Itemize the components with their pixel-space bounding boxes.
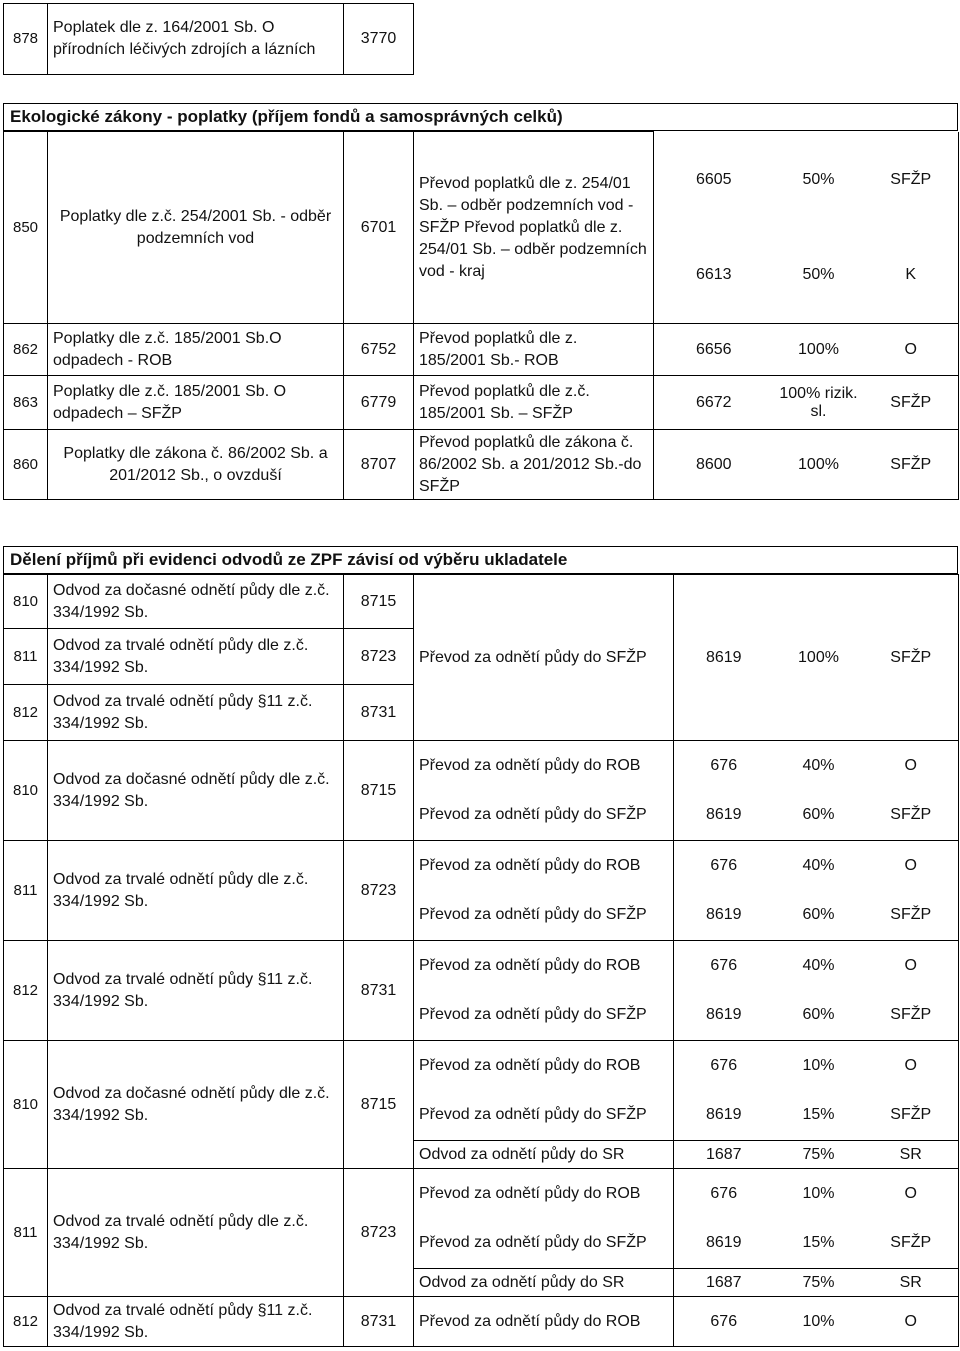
table-row	[4, 132, 959, 228]
line-dest: O	[864, 1169, 959, 1219]
split-pct: 50%	[802, 170, 835, 188]
split-acct: 6605	[695, 170, 732, 188]
split-pct: 100%	[774, 324, 864, 376]
row-id: 812	[4, 685, 48, 741]
row-id: 860	[4, 430, 48, 500]
split-dest: SFŽP	[864, 132, 959, 228]
row-id: 810	[4, 575, 48, 629]
row-text: Odvod za dočasné odnětí půdy dle z.č. 334/1992 Sb.	[48, 1041, 344, 1169]
line-dest: SFŽP	[864, 1219, 959, 1269]
row-code: 8731	[344, 941, 414, 1041]
row-code: 8731	[344, 685, 414, 741]
row-id: 878	[4, 4, 48, 75]
line-pct: 15%	[802, 1234, 835, 1252]
split-pct: 100%	[774, 575, 864, 741]
row-code: 8715	[344, 741, 414, 841]
line-pct: 10%	[774, 1041, 864, 1091]
table-row	[4, 376, 959, 430]
line-acct: 1687	[674, 1141, 774, 1169]
line-pct: 15%	[802, 1106, 835, 1124]
row-text: Odvod za trvalé odnětí půdy dle z.č. 334/1992 Sb.	[48, 841, 344, 941]
row-id: 812	[4, 941, 48, 1041]
split-dest: SFŽP	[864, 575, 959, 741]
line-acct: 1687	[674, 1269, 774, 1297]
split-pct: 100%	[774, 430, 864, 500]
split-dest: SFŽP	[864, 376, 959, 430]
row-id: 811	[4, 841, 48, 941]
table-row	[4, 430, 959, 500]
section1-title: Ekologické zákony - poplatky (příjem fondů a samosprávných celků)	[3, 103, 958, 131]
line-dest: O	[864, 841, 959, 891]
row-text: Poplatky dle z.č. 185/2001 Sb.O odpadech - ROB	[48, 324, 344, 376]
row-transfer: Převod poplatků dle z.č. 185/2001 Sb. – SFŽP	[414, 376, 654, 430]
split-pct: 50%	[802, 266, 835, 284]
line-pct: 40%	[774, 941, 864, 991]
line-acct: 676	[674, 1041, 774, 1091]
table-row	[4, 324, 959, 376]
row-code: 8723	[344, 629, 414, 685]
row-text: Poplatek dle z. 164/2001 Sb. O přírodních léčivých zdrojích a lázních	[48, 4, 344, 75]
row-id: 811	[4, 629, 48, 685]
table-row	[4, 841, 959, 891]
row-id: 862	[4, 324, 48, 376]
row-transfer: Převod poplatků dle z. 185/2001 Sb.- ROB	[414, 324, 654, 376]
row-id: 811	[4, 1169, 48, 1297]
line-transfer: Převod za odnětí půdy do ROB	[414, 841, 674, 891]
line-acct: 8619	[705, 1006, 742, 1024]
line-dest: O	[864, 941, 959, 991]
row-code: 6779	[344, 376, 414, 430]
line-transfer: Převod za odnětí půdy do ROB	[414, 1169, 674, 1219]
line-pct: 60%	[802, 1006, 835, 1024]
row-code: 8715	[344, 1041, 414, 1169]
row-code: 3770	[344, 4, 414, 75]
split-acct: 6656	[654, 324, 774, 376]
line-acct: 8619	[705, 806, 742, 824]
row-text: Poplatky dle z.č. 185/2001 Sb. O odpadech – SFŽP	[48, 376, 344, 430]
line-dest: SR	[864, 1269, 959, 1297]
line-acct: 8619	[705, 1234, 742, 1252]
row-id: 810	[4, 1041, 48, 1169]
row-id: 850	[4, 132, 48, 324]
line-acct: 8619	[705, 1106, 742, 1124]
split-dest: K	[864, 228, 959, 324]
line-pct: 10%	[802, 1184, 835, 1202]
line-transfer: Převod za odnětí půdy do ROB	[414, 1297, 674, 1347]
table-row	[4, 1297, 959, 1347]
row-text: Odvod za trvalé odnětí půdy dle z.č. 334/1992 Sb.	[48, 1169, 344, 1297]
split-acct: 8619	[674, 575, 774, 741]
line-dest: O	[864, 741, 959, 791]
line-transfer: Převod za odnětí půdy do SFŽP	[414, 991, 674, 1041]
line-acct: 676	[710, 1184, 738, 1202]
section2-table	[3, 574, 958, 1347]
line-dest: O	[864, 1297, 959, 1347]
row-text: Odvod za trvalé odnětí půdy §11 z.č. 334/1992 Sb.	[48, 1297, 344, 1347]
split-acct: 6672	[654, 376, 774, 430]
line-dest: SR	[864, 1141, 959, 1169]
row-text: Odvod za dočasné odnětí půdy dle z.č. 334/1992 Sb.	[48, 741, 344, 841]
row-transfer: Převod poplatků dle zákona č. 86/2002 Sb. a 201/2012 Sb.-do SFŽP	[414, 430, 654, 500]
row-text: Odvod za trvalé odnětí půdy dle z.č. 334/1992 Sb.	[48, 629, 344, 685]
line-pct: 40%	[774, 841, 864, 891]
line-dest: SFŽP	[864, 1091, 959, 1141]
row-code: 6701	[344, 132, 414, 324]
line-dest: O	[864, 1041, 959, 1091]
line-transfer: Převod za odnětí půdy do ROB	[414, 741, 674, 791]
line-pct: 10%	[774, 1297, 864, 1347]
line-transfer: Převod za odnětí půdy do SFŽP	[414, 791, 674, 841]
split-dest: SFŽP	[864, 430, 959, 500]
table-row	[4, 575, 959, 629]
line-transfer: Převod za odnětí půdy do SFŽP	[414, 1091, 674, 1141]
split-pct: 100% rizik. sl.	[774, 376, 864, 430]
row-code: 8723	[344, 841, 414, 941]
line-dest: SFŽP	[864, 891, 959, 941]
line-transfer: Převod za odnětí půdy do ROB	[414, 941, 674, 991]
line-pct: 75%	[774, 1269, 864, 1297]
split-dest: O	[864, 324, 959, 376]
line-acct: 676	[674, 741, 774, 791]
line-acct: 676	[674, 841, 774, 891]
row-text: Odvod za trvalé odnětí půdy §11 z.č. 334/1992 Sb.	[48, 685, 344, 741]
line-transfer: Převod za odnětí půdy do SFŽP	[414, 891, 674, 941]
line-transfer: Převod za odnětí půdy do SFŽP	[414, 1219, 674, 1269]
row-text: Poplatky dle zákona č. 86/2002 Sb. a 201/2012 Sb., o ovzduší	[48, 430, 344, 500]
line-pct: 40%	[774, 741, 864, 791]
top-row-block	[3, 3, 413, 75]
row-transfer: Převod za odnětí půdy do SFŽP	[414, 575, 674, 741]
table-row	[4, 941, 959, 991]
row-id: 812	[4, 1297, 48, 1347]
line-pct: 75%	[774, 1141, 864, 1169]
line-pct: 60%	[802, 906, 835, 924]
section2-title: Dělení příjmů při evidenci odvodů ze ZPF závisí od výběru ukladatele	[3, 546, 958, 574]
split-acct: 8600	[654, 430, 774, 500]
row-code: 8723	[344, 1169, 414, 1297]
line-dest: SFŽP	[864, 791, 959, 841]
row-id: 863	[4, 376, 48, 430]
row-code: 8731	[344, 1297, 414, 1347]
line-acct: 676	[674, 1297, 774, 1347]
row-code: 8707	[344, 430, 414, 500]
split-acct: 6613	[695, 266, 732, 284]
row-code: 8715	[344, 575, 414, 629]
row-text: Poplatky dle z.č. 254/2001 Sb. - odběr podzemních vod	[48, 132, 344, 324]
line-transfer: Odvod za odnětí půdy do SR	[414, 1269, 674, 1297]
row-text: Odvod za dočasné odnětí půdy dle z.č. 334/1992 Sb.	[48, 575, 344, 629]
line-transfer: Převod za odnětí půdy do ROB	[414, 1041, 674, 1091]
line-acct: 676	[674, 941, 774, 991]
line-dest: SFŽP	[864, 991, 959, 1041]
line-pct: 60%	[802, 806, 835, 824]
section1-table	[3, 131, 958, 500]
row-code: 6752	[344, 324, 414, 376]
row-id: 810	[4, 741, 48, 841]
row-text: Odvod za trvalé odnětí půdy §11 z.č. 334/1992 Sb.	[48, 941, 344, 1041]
table-row	[4, 1169, 959, 1219]
line-acct: 8619	[705, 906, 742, 924]
table-row	[4, 741, 959, 791]
row-transfer: Převod poplatků dle z. 254/01 Sb. – odběr podzemních vod - SFŽP Převod poplatků dle z. 254/01 Sb. – odběr podzemních vod - kraj	[414, 132, 654, 324]
line-transfer: Odvod za odnětí půdy do SR	[414, 1141, 674, 1169]
table-row	[4, 1041, 959, 1091]
table-row	[4, 4, 414, 75]
